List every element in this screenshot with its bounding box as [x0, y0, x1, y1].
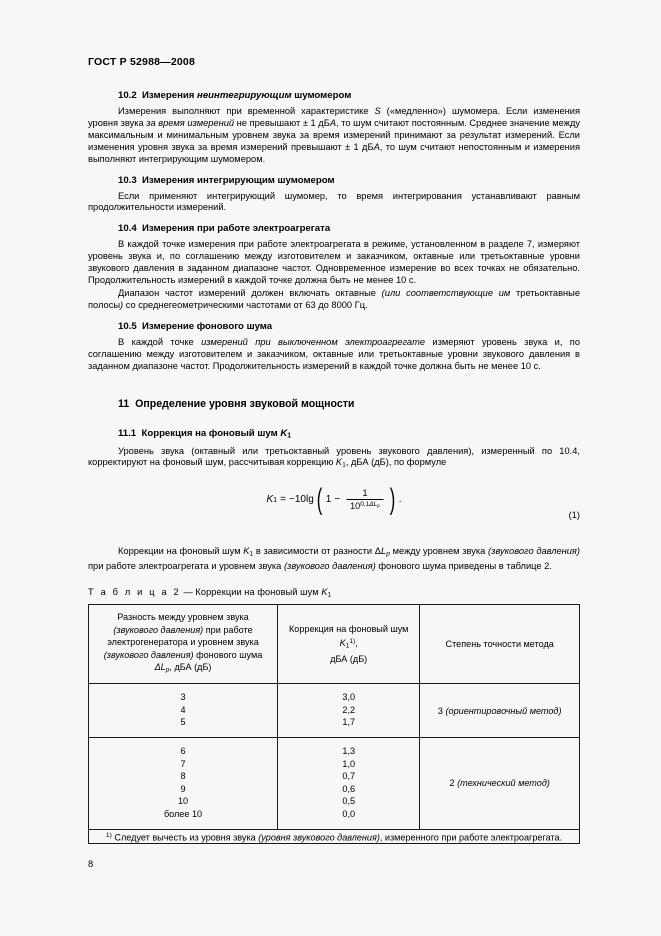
formula-minus: −	[334, 494, 341, 506]
table-header-difference	[89, 605, 278, 684]
header-col1-line1: Разность между уровнем звука	[117, 612, 249, 623]
clause-title-10-4: Измерения при работе электроагрегата	[142, 223, 331, 235]
paragraph-10-4-2: Диапазон частот измерений должен включать октавные (или соответствующие им третьоктавные полосы) со среднегеометрическими частотами от 63 до 8000 Гц.	[88, 287, 580, 310]
intro-symbol-k-sub: 1	[342, 462, 346, 470]
cell-accuracy-group1	[420, 684, 580, 738]
intro-text-part1: Уровень звука (октавный или третьоктавный уровень звукового давления), измеренный по 10.4, корректируют на фоновый шум, рассчитывая коррекцию	[88, 445, 580, 468]
paragraph-10-2-1: Измерения выполняют при временной характеристике S («медленно») шумомера. Если изменения уровня звука за время измерений не превышают ± 1 дБА, то шум считают постоянным. Среднее значение между максимальным и минимальным уровнем звука за время измерений принимают за результат измерений. Если изменения уровня звука за время измерений превышают ± 1 дБА, то шум считают непостоянным и измерения выполняют интегрирующим шумомером.	[88, 105, 581, 164]
header-col2-comma: ,	[355, 637, 358, 648]
intro-symbol-k: K	[335, 457, 343, 468]
accuracy-name-2: (технический метод)	[457, 778, 550, 789]
header-col2-footnote-ref: 1)	[349, 637, 356, 645]
formula-den-exp-delta: ΔL	[369, 501, 378, 509]
correction-value: 1,7	[342, 717, 356, 728]
header-col1-line4	[95, 649, 271, 662]
correction-value: 3,0	[342, 692, 356, 703]
footnote-text-italic: (уровня звукового давления)	[258, 831, 380, 842]
table-footnote-row	[89, 829, 580, 843]
footnote-text-part2: , измеренного при работе электроагрегата.	[379, 831, 563, 842]
section-number-11: 11	[118, 398, 130, 411]
clause-number-10-3: 10.3	[118, 174, 137, 186]
formula-lhs-symbol: K	[266, 494, 274, 506]
clause-number-10-4: 10.4	[118, 223, 137, 235]
table-caption-dash: —	[180, 586, 196, 597]
cell-corrections-group1	[278, 684, 420, 738]
header-col1-symbol: ΔL	[154, 662, 166, 673]
formula-left-paren: (	[317, 483, 323, 517]
clause-number-10-5: 10.5	[118, 320, 137, 332]
table-body	[89, 684, 580, 844]
difference-value: более 10	[163, 808, 203, 819]
correction-value: 1,3	[342, 745, 356, 756]
paragraph-10-3-1: Если применяют интегрирующий шумомер, то время интегрирования устанавливают равным продолжительности измерений.	[88, 190, 580, 213]
section-title-11: Определение уровня звуковой мощности	[135, 398, 355, 411]
subclause-number-11-1: 11.1	[118, 428, 137, 440]
formula-fraction-denominator	[346, 500, 384, 511]
clause-heading-10-2	[88, 90, 580, 102]
paragraph-10-4-1: В каждой точке измерения при работе электроагрегата в режиме, установленном в разделе 7, измеряют уровень звука и, по соглашению между изготовителем и заказчиком, октавные или третьоктавные уровни звукового давления в заданном диапазоне частот. Одновременное измерение во всех точках не обязательно. Продолжительность измерений в каждой точке должна быть не менее 10 с.	[88, 239, 580, 286]
header-col1-units: , дБА (дБ)	[169, 662, 212, 673]
header-col1-line2-italic: (звукового давления)	[113, 624, 204, 635]
formula-fraction-numerator: 1	[362, 488, 368, 499]
correction-value: 0,5	[342, 796, 356, 807]
clause-heading-10-4	[88, 223, 580, 235]
header-col1-line3: электрогенератора и уровнем звука	[107, 637, 259, 648]
clause-title-10-2-part1: Измерения	[142, 90, 198, 101]
header-col1-line2	[95, 624, 271, 637]
formula-den-exp-coef: 0,1	[360, 501, 370, 509]
formula-right-paren: )	[389, 483, 396, 517]
subclause-heading-11-1	[88, 428, 580, 441]
cell-accuracy-group2	[420, 737, 580, 829]
subclause-title-11-1: Коррекция на фоновый шум	[141, 428, 281, 440]
formula-fraction	[346, 488, 384, 511]
formula-expression	[266, 483, 402, 517]
formula-lhs-sub: 1	[273, 495, 278, 505]
clause-title-10-2-italic: неинтегрирующим	[197, 90, 292, 101]
formula-trailing-period: .	[398, 494, 402, 506]
table-caption-label: Т а б л и ц а 2	[88, 586, 181, 597]
section-heading-11	[88, 398, 580, 412]
header-col2-line1	[284, 623, 413, 653]
table-footnote	[89, 829, 580, 843]
footnote-marker: 1)	[105, 831, 112, 839]
difference-value: 8	[180, 771, 186, 782]
formula-den-base: 10	[350, 501, 361, 512]
formula-inner-first: 1	[325, 494, 332, 506]
header-col2-symbol-sub: 1	[345, 642, 350, 650]
difference-values-2	[93, 745, 273, 821]
clause-title-10-5: Измерение фонового шума	[142, 320, 273, 332]
clause-heading-10-3	[88, 175, 580, 187]
difference-value: 7	[180, 758, 186, 769]
difference-value: 5	[180, 717, 186, 728]
table-row	[89, 684, 580, 738]
header-col2-symbol: K	[339, 637, 346, 648]
table-header-accuracy	[420, 605, 580, 684]
difference-value: 4	[180, 704, 186, 715]
correction-value: 0,6	[342, 783, 356, 794]
header-col2-plain: Коррекция на фоновый шум	[289, 624, 409, 635]
header-col1-line4-plain: фонового шума	[193, 649, 263, 660]
cell-differences-group1	[89, 684, 278, 738]
table-caption-symbol-sub: 1	[327, 591, 332, 599]
formula-number: (1)	[568, 510, 580, 521]
accuracy-number-2: 2	[449, 778, 455, 789]
subclause-symbol-k: K	[280, 428, 288, 440]
table-caption-text: Коррекции на фоновый шум	[195, 586, 322, 597]
paragraph-10-5-1: В каждой точке измерений при выключенном электроагрегате измеряют уровень звука и, по соглашению между изготовителем и заказчиком, октавные или третьоктавные уровни звукового давления в заданном диапазоне частот. Продолжительность измерений в каждой точке должна быть не менее 10 с.	[88, 336, 580, 371]
accuracy-name-1: (ориентировочный метод)	[445, 705, 562, 716]
table-head	[89, 605, 580, 684]
cell-corrections-group2	[278, 737, 420, 829]
correction-value: 2,2	[342, 704, 356, 715]
correction-values-1	[282, 691, 415, 729]
difference-value: 3	[180, 692, 186, 703]
table-header-row	[89, 605, 580, 684]
correction-value: 0,7	[342, 771, 356, 782]
table-row	[89, 737, 580, 829]
corrections-table	[88, 604, 580, 844]
difference-value: 10	[177, 796, 189, 807]
clause-heading-10-5	[88, 321, 580, 333]
formula-rhs-prefix: −10lg	[289, 494, 314, 506]
correction-value: 0,0	[342, 808, 356, 819]
clause-title-10-2-part2: шумомером	[291, 90, 352, 101]
accuracy-number-1: 3	[437, 705, 443, 716]
clause-number-10-2: 10.2	[118, 90, 137, 101]
header-col1-symbol-sub: p	[165, 666, 170, 674]
page-number: 8	[88, 858, 94, 869]
header-col1-line5	[95, 661, 271, 677]
header-col1-line2-plain: при работе	[203, 624, 253, 635]
paragraph-11-1-intro	[88, 446, 580, 472]
correction-value: 1,0	[342, 758, 356, 769]
running-head: ГОСТ Р 52988—2008	[88, 56, 196, 68]
intro-text-part2: , дБА (дБ), по формуле	[345, 457, 447, 468]
clause-title-10-3: Измерения интегрирующим шумомером	[142, 174, 335, 186]
table-header-correction	[278, 605, 420, 684]
subclause-symbol-k-sub: 1	[287, 432, 292, 440]
table-caption	[88, 587, 580, 599]
header-col2-line2: дБА (дБ)	[330, 653, 368, 664]
formula-den-exponent	[360, 501, 380, 508]
formula-equals: =	[280, 494, 287, 506]
difference-value: 9	[180, 783, 186, 794]
table-caption-symbol: K	[321, 586, 328, 597]
correction-values-2	[282, 745, 415, 821]
footnote-text-part1: Следует вычесть из уровня звука	[111, 831, 259, 842]
difference-values-1	[93, 691, 273, 729]
header-col3-line1: Степень точности метода	[445, 638, 554, 649]
cell-differences-group2	[89, 737, 278, 829]
header-col1-line4-italic: (звукового давления)	[103, 649, 194, 660]
page-content	[88, 56, 580, 844]
formula-den-exp-sub: p	[377, 503, 380, 509]
paragraph-after-formula: Коррекции на фоновый шум $K_1$ в зависимости от разности $\Delta L_p$ между уровнем звука (звукового давления) при работе электроагрегата и уровнем звука (звукового давления) фонового шума приведены в таблице 2.	[88, 546, 580, 571]
difference-value: 6	[180, 745, 186, 756]
formula-block	[88, 483, 580, 532]
